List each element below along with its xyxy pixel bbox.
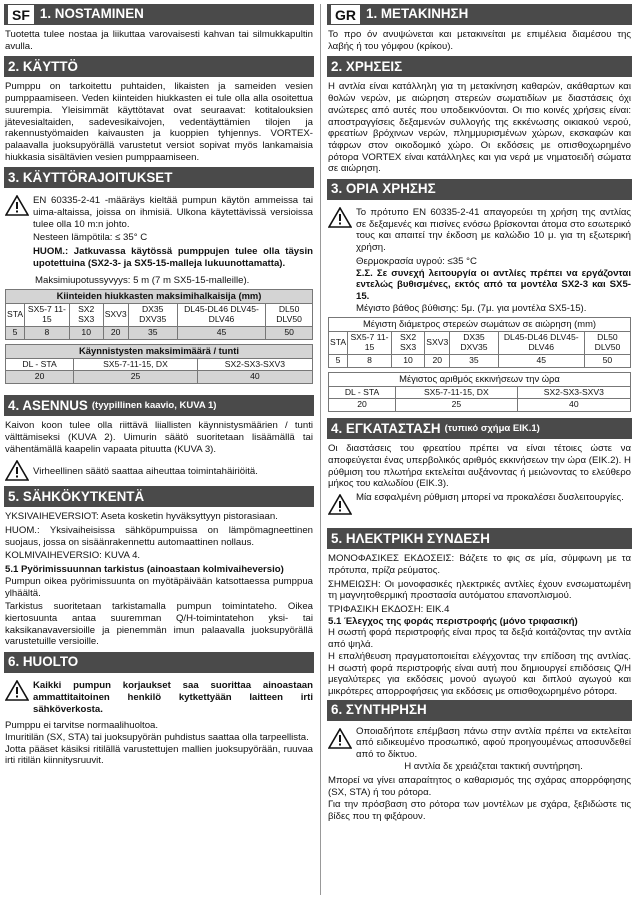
- table-cell: STA: [329, 332, 348, 355]
- max-starts-table: Μέγιστος αριθμός εκκινήσεων την ώρα DL - STA SX5-7-11-15, DX SX2-SX3-SXV3 20 25 40: [328, 372, 631, 413]
- table-cell: 5: [6, 326, 25, 339]
- table-cell: 25: [396, 399, 518, 412]
- table-cell: 20: [103, 326, 128, 339]
- maintenance-no-service: Η αντλία δε χρειάζεται τακτική συντήρηση.: [404, 760, 583, 772]
- language-badge: GR: [331, 5, 360, 24]
- max-starts-table: Käynnistysten maksimimäärä / tunti DL - STA SX5-7-11-15, DX SX2-SX3-SXV3 20 25 40: [5, 344, 313, 385]
- lifting-text: Το προ όν ανυψώνεται και μετακινείται με επιμέλεια διαμέσου της λαβής ή του γόμφου (κρίκου).: [328, 29, 631, 52]
- usage-text: Η αντλία είναι κατάλληλη για τη μετακίνηση καθαρών, ακάθαρτων και θολών νερών, με αιώρηση στερεών σωματιδίων με διαστάσεις όχι ανώτερες από αυτές που υποδεικνύονται. Οι πιο κοινές χρήσεις είναι: αποστραγγίσεις δεξαμενών συλλογής της εκκένωσης οικιακού νερού, φρεατίων βρόχινων νερών, πλημμυρισμένων χώρων, εκσκαφών και τάφρων στον οικοδομικό χώρο. Οι εκδόσεις με οπισθοχωρημένο ρότορα VORTEX είναι κατάλληλες και για νερά με νηματοειδή σώματα σε αιώρηση.: [328, 81, 631, 175]
- table-cell: SX2 SX3: [391, 332, 424, 355]
- table-cell: 35: [450, 354, 498, 367]
- section-header-installation: 4. ΕΓΚΑΤΑΣΤΑΣΗ (τυπικό σχήμα ΕΙΚ.1): [327, 418, 632, 439]
- section-header-lifting: SF 1. NOSTAMINEN: [4, 4, 314, 25]
- table-cell: 10: [69, 326, 103, 339]
- warning-block: [328, 492, 631, 515]
- table-cell: DL50 DLV50: [584, 332, 630, 355]
- table-cell: 20: [329, 399, 396, 412]
- table-cell: DL45-DL46 DLV45-DLV46: [177, 304, 265, 327]
- installation-warning: Virheellinen säätö saattaa aiheuttaa toimintahäiriöitä.: [33, 466, 258, 478]
- warning-block: [328, 726, 631, 773]
- section-header-electrical: 5. SÄHKÖKYTKENTÄ: [4, 486, 314, 507]
- limits-warning-text: Το πρότυπο EN 60335-2-41 απαγορεύει τη χρήση της αντλίας σε δεξαμενές και πισίνες ενόσω βρίσκονται άτομα στο εσωτερικό τους και απαιτεί την έκδοση με καλώδιο 10 μ. για τη εξωτερική χρήση.: [356, 207, 631, 254]
- table-cell: 20: [6, 371, 74, 384]
- electrical-note: HUOM.: Yksivaiheisissa sähköpumpuissa on lämpömagneettinen suojaus, jossa on sisäänrakennettu automaattinen nollaus.: [5, 525, 313, 548]
- finnish-column: [4, 4, 314, 769]
- maintenance-text: Για την πρόσβαση στο ρότορα των μοντέλων με σχάρα, ξεβιδώστε τις βίδες που τη φιξάρουν.: [328, 798, 631, 822]
- table-cell: DL - STA: [6, 358, 74, 371]
- section-header-limits: 3. ΟΡΙΑ ΧΡΗΣΗΣ: [327, 179, 632, 200]
- table-cell: 10: [391, 354, 424, 367]
- note-text: HUOM.: Jatkuvassa käytössä pumppujen tulee olla täysin upotettuina (SX2-3- ja SX5-15-malleja lukuunottamatta).: [33, 246, 313, 269]
- maintenance-warning: Οποιαδήποτε επέμβαση πάνω στην αντλία πρέπει να εκτελείται από ειδικευμένο προσωπικό, αφού προηγουμένως αποσυνδεθεί από το δίκτυο.: [356, 725, 631, 761]
- warning-block: [5, 193, 313, 271]
- language-badge: SF: [8, 5, 34, 24]
- electrical-three-phase: ΤΡΙΦΑΣΙΚΗ ΕΚΔΟΣΗ: ΕΙΚ.4: [328, 603, 450, 615]
- table-cell: SXV3: [103, 304, 128, 327]
- maintenance-text: Imuritilän (SX, STA) tai juoksupyörän puhdistus saattaa olla tarpeellista.: [5, 731, 309, 743]
- warning-block: [5, 678, 313, 717]
- table-cell: SX5-7 11-15: [348, 332, 392, 355]
- section-header-electrical: 5. ΗΛΕΚΤΡΙΚΗ ΣΥΝΔΕΣΗ: [327, 528, 632, 549]
- rotation-subheading: 5.1 Pyörimissuunnan tarkistus (ainoastaan kolmivaiheversio): [5, 564, 284, 576]
- table-cell: 8: [348, 354, 392, 367]
- table-cell: 40: [197, 371, 312, 384]
- section-header-maintenance: 6. ΣΥΝΤΗΡΗΣΗ: [327, 700, 632, 721]
- maintenance-text: Μπορεί να γίνει απαραίτητος ο καθαρισμός της σχάρας απορρόφησης (SX, STA) ή του ρότορα.: [328, 775, 631, 799]
- rotation-check-text: Tarkistus suoritetaan tarkistamalla pumpun toimintateho. Oikea kiertosuunta antaa suuremman Q/H-toimintatehon yksi- tai kaksikanavaversioille ja pienemmän imun palaavalla juoksupyörällä varustetuille versioille.: [5, 601, 313, 648]
- electrical-note: ΣΗΜΕΙΩΣΗ: Οι μονοφασικές ηλεκτρικές αντλίες έχουν ενσωματωμένη τη μαγνητοθερμική προστασία αυτόματου επανοπλισμού.: [328, 578, 631, 602]
- warning-block: [328, 205, 631, 314]
- max-depth: Maksimiupotussyvyys: 5 m (7 m SX5-15-malleille).: [35, 274, 250, 286]
- table-cell: DL50 DLV50: [266, 304, 313, 327]
- table-cell: SX5-7 11-15: [25, 304, 70, 327]
- table-cell: STA: [6, 304, 25, 327]
- column-divider: [320, 4, 321, 895]
- table-cell: SX2-SX3-SXV3: [197, 358, 312, 371]
- table-cell: 40: [517, 399, 630, 412]
- rotation-text: Pumpun oikea pyörimissuunta on myötäpäivään katsottaessa pumppua ylhäältä.: [5, 575, 313, 599]
- table-cell: 50: [584, 354, 630, 367]
- warning-icon: [328, 494, 352, 515]
- installation-text: Οι διαστάσεις του φρεατίου πρέπει να είναι τέτοιες ώστε να αποφεύγεται ένας υπερβολικός αριθμός εκκινήσεων την ώρα (ΕΙΚ.2). Η ρύθμιση του πλωτήρα εκτελείται αυξάνοντας ή μειώνοντας το ελεύθερο μήκος του καλωδίου (ΕΙΚ.3).: [328, 443, 631, 490]
- section-header-installation: 4. ASENNUS (tyypillinen kaavio, KUVA 1): [4, 395, 314, 416]
- table-cell: SX2-SX3-SXV3: [517, 386, 630, 399]
- electrical-three-phase: KOLMIVAIHEVERSIO: KUVA 4.: [5, 550, 141, 562]
- rotation-subheading: 5.1 Έλεγχος της φοράς περιστροφής (μόνο τριφασική): [328, 615, 578, 627]
- section-header-usage: 2. KÄYTTÖ: [4, 56, 314, 77]
- max-particle-table: Kiinteiden hiukkasten maksimihalkaisija (mm) STA SX5-7 11-15 SX2 SX3 SXV3 DX35 DXV35 DL45-DL46 DLV45-DLV46 DL50 DLV50 5 8 10 20 35 45 50: [5, 289, 313, 339]
- electrical-single-phase: ΜΟΝΟΦΑΣΙΚΕΣ ΕΚΔΟΣΕΙΣ: Βάζετε το φις σε μία, σύμφωνη με τα πρότυπα, πρίζα ρεύματος.: [328, 553, 631, 576]
- liquid-temperature: Θερμοκρασία υγρού: ≤35 °C: [356, 255, 477, 267]
- maintenance-text: Jotta pääset käsiksi ritilällä varustettujen mallien juoksupyörään, ruuvaa irti ritilän kiinnitysruuvit.: [5, 743, 313, 767]
- section-header-usage: 2. ΧΡΗΣΕΙΣ: [327, 56, 632, 77]
- table-cell: 8: [25, 326, 70, 339]
- table-cell: SX5-7-11-15, DX: [74, 358, 198, 371]
- table-cell: 25: [74, 371, 198, 384]
- table-cell: DL - STA: [329, 386, 396, 399]
- installation-text: Kaivon koon tulee olla riittävä liiallisten käynnistysmäärien / tunti välttämiseksi (KUVA 2). Uimurin säätö suoritetaan lisäämällä tai vähentämällä kaapelin vapaata pituutta (KUVA 3).: [5, 420, 313, 455]
- table-cell: 50: [266, 326, 313, 339]
- greek-column: [327, 4, 632, 824]
- warning-block: [5, 458, 313, 481]
- table-cell: DX35 DXV35: [128, 304, 177, 327]
- usage-text: Pumppu on tarkoitettu puhtaiden, likaisten ja sameiden vesien pumppaamiseen. Veden kiinteiden hiukkasten ei tule olla alla osoitettua suurempia. Yleisimmät käyttötavat ovat seuraavat: kotitalouksien jätevesialtaiden, sadevesikaivojen, vedentäyttämien tilojen ja rakennustyömaiden kaivausten ja kuoppien tyhjennys. VORTEX-palaavalla juoksupyörällä varustetut versiot sopivat myös lankamaisia hiukkasia sisältävien vesien pumppaamiseen.: [5, 81, 313, 163]
- warning-icon: [328, 207, 352, 228]
- table-cell: SX2 SX3: [69, 304, 103, 327]
- section-header-lifting: GR 1. ΜΕΤΑΚΙΝΗΣΗ: [327, 4, 632, 25]
- liquid-temperature: Nesteen lämpötila: ≤ 35° C: [33, 232, 148, 244]
- rotation-text: Η σωστή φορά περιστροφής είναι προς τα δεξιά κοιτάζοντας την αντλία από ψηλά.: [328, 627, 631, 651]
- maintenance-warning: Kaikki pumpun korjaukset saa suorittaa ainoastaan ammattitaitoinen henkilö kytkettyään laitteen irti sähköverkosta.: [33, 680, 313, 715]
- note-text: Σ.Σ. Σε συνεχή λειτουργία οι αντλίες πρέπει να εργάζονται εντελώς βυθισμένες, εκτός από τα μοντέλα SX2-3 και SX5-15.: [356, 267, 631, 302]
- installation-warning: Μία εσφαλμένη ρύθμιση μπορεί να προκαλέσει δυσλειτουργίες.: [356, 492, 624, 504]
- table-cell: DL45-DL46 DLV45-DLV46: [498, 332, 584, 355]
- warning-icon: [328, 728, 352, 749]
- warning-icon: [5, 680, 29, 701]
- table-cell: 45: [177, 326, 265, 339]
- limits-warning-text: EN 60335-2-41 -määräys kieltää pumpun käytön ammeissa tai uima-altaissa, joissa on ihmisiä. Ulkona käytettävissä versioissa tulee olla 10 m:n johto.: [33, 195, 313, 230]
- electrical-single-phase: YKSIVAIHEVERSIOT: Aseta kosketin hyväksyttyyn pistorasiaan.: [5, 511, 278, 523]
- warning-icon: [5, 195, 29, 216]
- section-header-maintenance: 6. HUOLTO: [4, 652, 314, 673]
- section-header-limits: 3. KÄYTTÖRAJOITUKSET: [4, 167, 314, 188]
- table-cell: 20: [425, 354, 450, 367]
- warning-icon: [5, 460, 29, 481]
- table-cell: 5: [329, 354, 348, 367]
- table-cell: SXV3: [425, 332, 450, 355]
- max-depth: Μέγιστο βάθος βύθισης: 5μ. (7μ. για μοντέλα SX5-15).: [356, 302, 587, 314]
- table-cell: DX35 DXV35: [450, 332, 498, 355]
- lifting-text: Tuotetta tulee nostaa ja liikuttaa varovaisesti kahvan tai silmukkapultin avulla.: [5, 29, 313, 52]
- table-cell: SX5-7-11-15, DX: [396, 386, 518, 399]
- table-cell: 35: [128, 326, 177, 339]
- rotation-check-text: Η επαλήθευση πραγματοποιείται ελέγχοντας την επίδοση της αντλίας. Η σωστή φορά περιστροφής είναι αυτή που δημιουργεί επιδόσεις Q/H μεγαλύτερες για εκδόσεις μονού αγωγού και διπλού αγωγού και μικρότερες απορροφήσεις για εκδόσεις με οπισθοχωρημένο ρότορα.: [328, 650, 631, 697]
- table-cell: 45: [498, 354, 584, 367]
- max-particle-table: Μέγιστη διάμετρος στερεών σωμάτων σε αιώρηση (mm) STA SX5-7 11-15 SX2 SX3 SXV3 DX35 DXV35 DL45-DL46 DLV45-DLV46 DL50 DLV50 5 8 10 20 35 45 50: [328, 317, 631, 367]
- maintenance-text: Pumppu ei tarvitse normaalihuoltoa.: [5, 720, 159, 732]
